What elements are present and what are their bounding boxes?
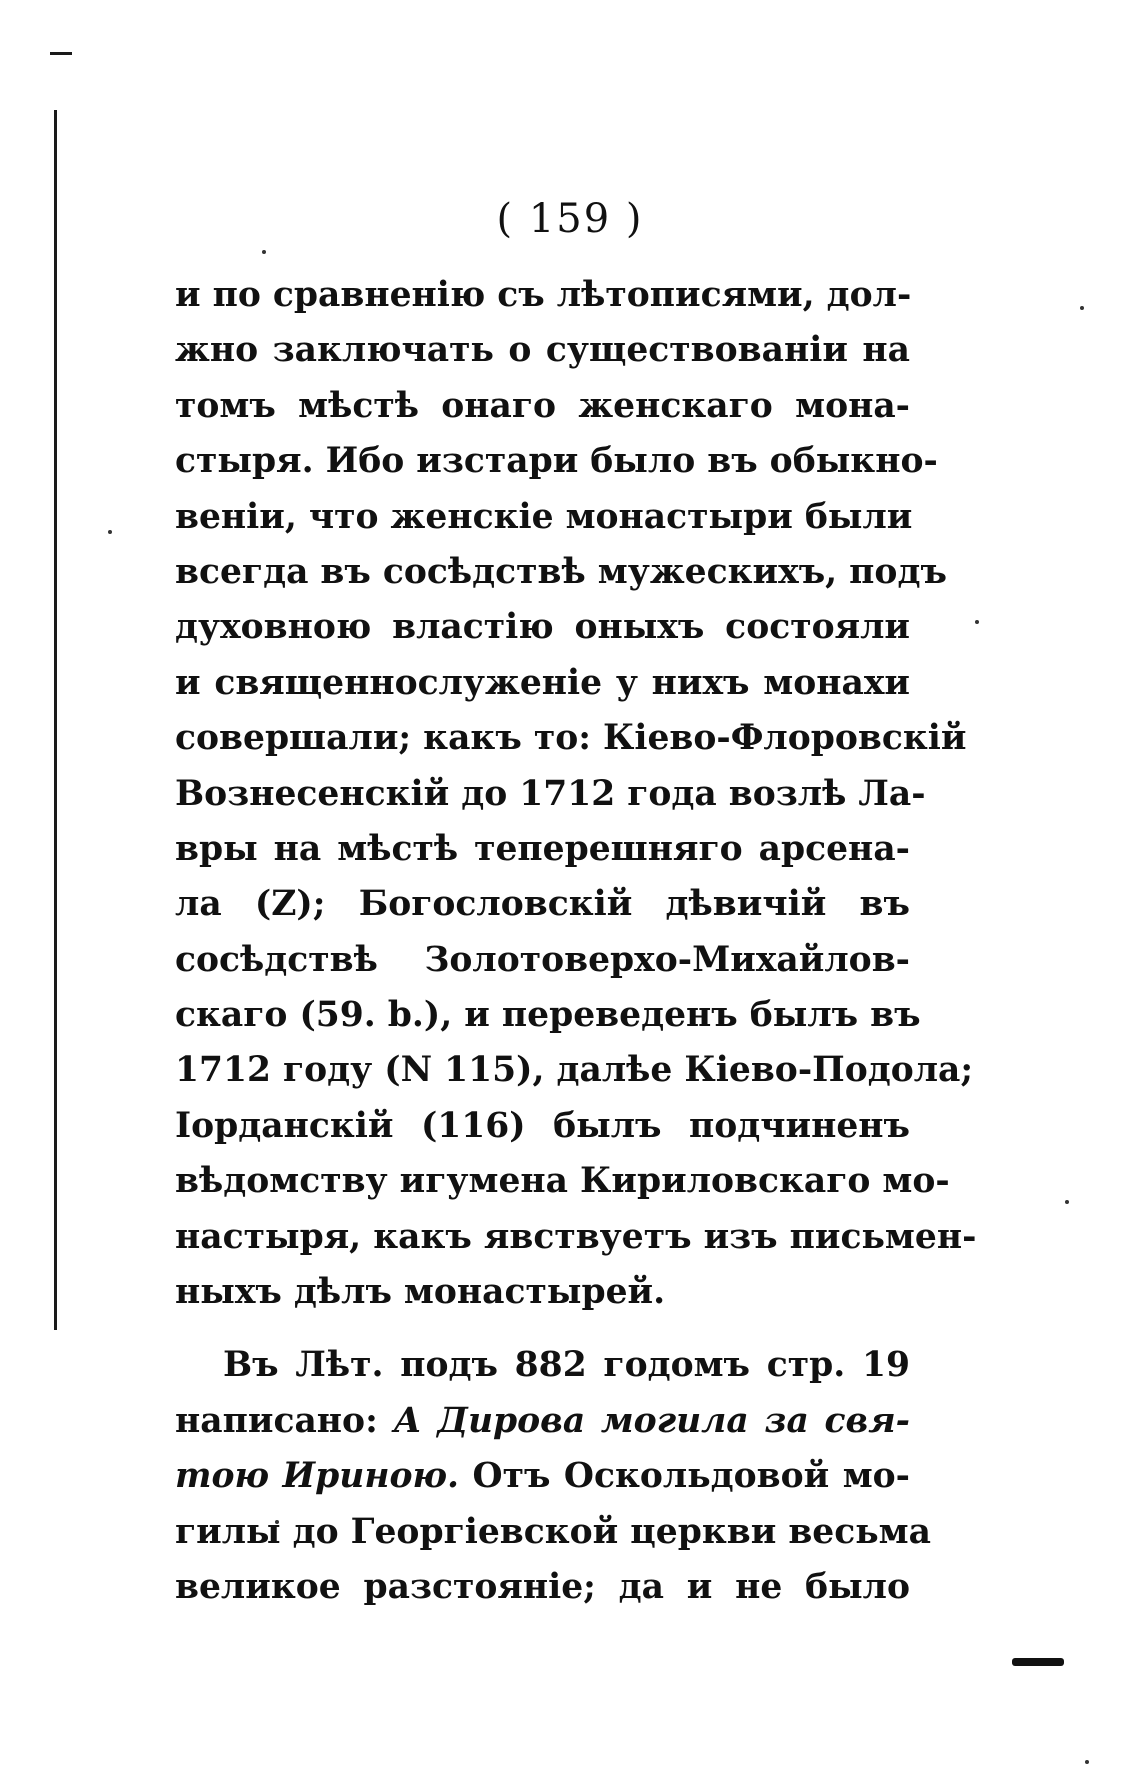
text-line: великое разстояніе; да и не было — [175, 1566, 910, 1607]
ink-speck — [1065, 1200, 1069, 1204]
text-line: Іорданскій (116) былъ подчиненъ — [175, 1105, 910, 1146]
text-line: настыря, какъ явствуетъ изъ письмен- — [175, 1216, 977, 1257]
paragraph-2 — [175, 1338, 931, 1615]
text-line: Въ Лѣт. подъ 882 годомъ стр. 19 — [223, 1345, 910, 1386]
text-line — [175, 1394, 910, 1449]
text-line: веніи, что женскіе монастыри были — [175, 496, 913, 537]
text-line: ла (Z); Богословскій дѣвичій въ — [175, 884, 910, 925]
text-run: написано: — [175, 1400, 394, 1441]
text-line: духовною властію оныхъ состояли — [175, 607, 910, 648]
text-line: совершали; какъ то: Кіево-Флоровскій — [175, 718, 967, 759]
quotation: А Дирова могила за свя- — [393, 1400, 910, 1441]
ink-speck — [108, 530, 112, 534]
text-line: вры на мѣстѣ теперешняго арсена- — [175, 828, 910, 869]
text-line: 1712 году (N 115), далѣе Кіево-Подола; — [175, 1050, 974, 1091]
text-line: жно заключать о существованіи на — [175, 330, 910, 371]
text-line: томъ мѣстѣ онаго женскаго мона- — [175, 385, 910, 426]
text-line: ныхъ дѣлъ монастырей. — [175, 1272, 666, 1313]
ink-speck — [975, 620, 979, 624]
text-run: Отъ Оскольдовой мо- — [459, 1456, 911, 1497]
text-line: скаго (59. b.), и переведенъ былъ въ — [175, 995, 921, 1036]
text-line: всегда въ сосѣдствѣ мужескихъ, подъ — [175, 551, 947, 592]
paragraph-1 — [175, 268, 977, 1320]
text-line: и священнослуженіе у нихъ монахи — [175, 662, 910, 703]
ink-mark — [1012, 1658, 1064, 1666]
ink-speck — [1085, 1760, 1089, 1764]
body-text — [175, 268, 977, 1615]
text-line: вѣдомству игумена Кириловскаго мо- — [175, 1161, 950, 1202]
page-number: ( 159 ) — [496, 196, 644, 242]
text-line: сосѣдствѣ Золотоверхо-Михайлов- — [175, 939, 910, 980]
quotation: тою Ириною. — [175, 1456, 460, 1497]
ink-speck — [262, 250, 266, 254]
text-line — [175, 1449, 910, 1504]
text-line: и по сравненію съ лѣтописями, дол- — [175, 275, 912, 315]
text-line: гилы до Георгіевской церкви весьма — [175, 1511, 931, 1552]
ink-speck — [1080, 306, 1084, 310]
text-line: Вознесенскій до 1712 года возлѣ Ла- — [175, 773, 926, 814]
text-line: стыря. Ибо изстари было въ обыкно- — [175, 441, 938, 482]
page-edge-rule — [54, 110, 57, 1330]
corner-mark — [50, 52, 72, 55]
